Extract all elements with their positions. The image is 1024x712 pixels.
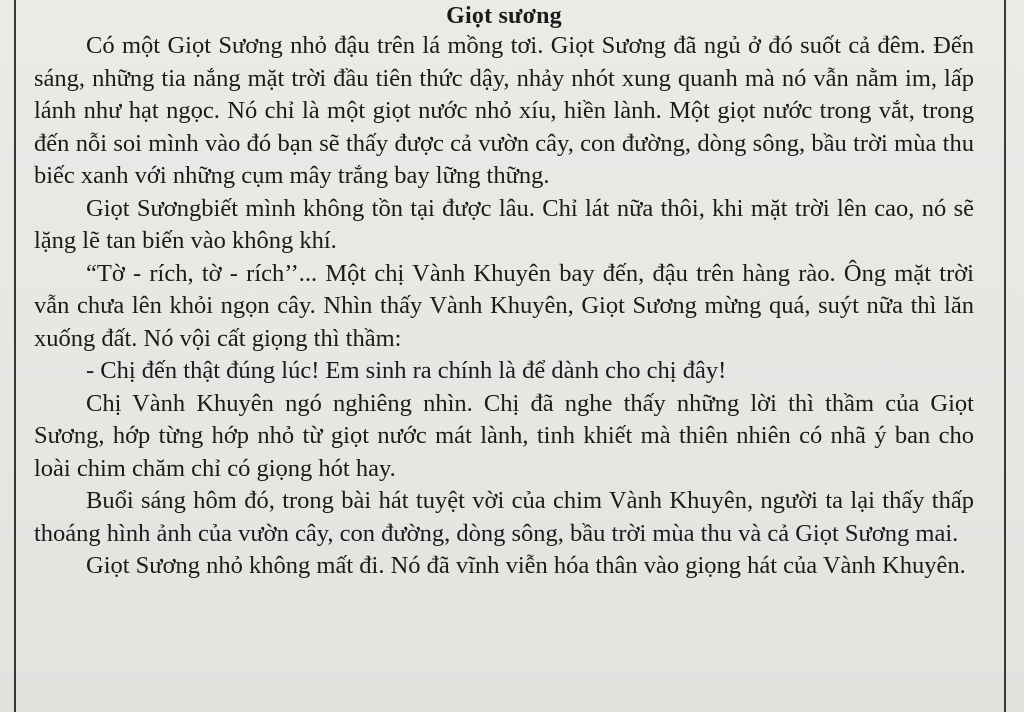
paragraph-dialogue: - Chị đến thật đúng lúc! Em sinh ra chính là để dành cho chị đây! [86,357,727,384]
paragraph-7: Giọt Sương nhỏ không mất đi. Nó đã vĩnh viễn hóa thân vào giọng hát của Vành Khuyên. [86,552,966,579]
paragraph-5: Chị Vành Khuyên ngó nghiêng nhìn. Chị đã nghe thấy những lời thì thầm của Giọt Sương, hớp từng hớp nhỏ từ giọt nước mát lành, tinh khiết mà thiên nhiên có nhã ý ban cho loài chim chăm chỉ có giọng hót hay. [34,389,974,482]
paragraph-3: “Tờ - rích, tờ - rích’’... Một chị Vành Khuyên bay đến, đậu trên hàng rào. Ông mặt trời vẫn chưa lên khỏi ngọn cây. Nhìn thấy Vành Khuyên, Giọt Sương mừng quá, suýt nữa thì lăn xuống đất. Nó vội cất giọng thì thầm: [34,259,974,352]
story-title: Giọt sương [446,3,562,29]
paragraph-1: Có một Giọt Sương nhỏ đậu trên lá mồng tơi. Giọt Sương đã ngủ ở đó suốt cả đêm. Đến sáng, những tia nắng mặt trời đầu tiên thức dậy, nhảy nhót xung quanh mà nó vẫn nằm im, lấp lánh như hạt ngọc. Nó chỉ là một giọt nước nhỏ xíu, hiền lành. Một giọt nước trong vắt, trong đến nỗi soi mình vào đó bạn sẽ thấy được cả vườn cây, con đường, dòng sông, bầu trời mùa thu biếc xanh với những cụm mây trắng bay lững thững. [34,32,974,189]
paragraph-6: Buổi sáng hôm đó, trong bài hát tuyệt vời của chim Vành Khuyên, người ta lại thấy thấp thoáng hình ảnh của vườn cây, con đường, dòng sông, bầu trời mùa thu và cả Giọt Sương mai. [34,487,974,547]
story-body [34,0,974,583]
paragraph-2: Giọt Sươngbiết mình không tồn tại được lâu. Chỉ lát nữa thôi, khi mặt trời lên cao, nó sẽ lặng lẽ tan biến vào không khí. [34,194,974,254]
